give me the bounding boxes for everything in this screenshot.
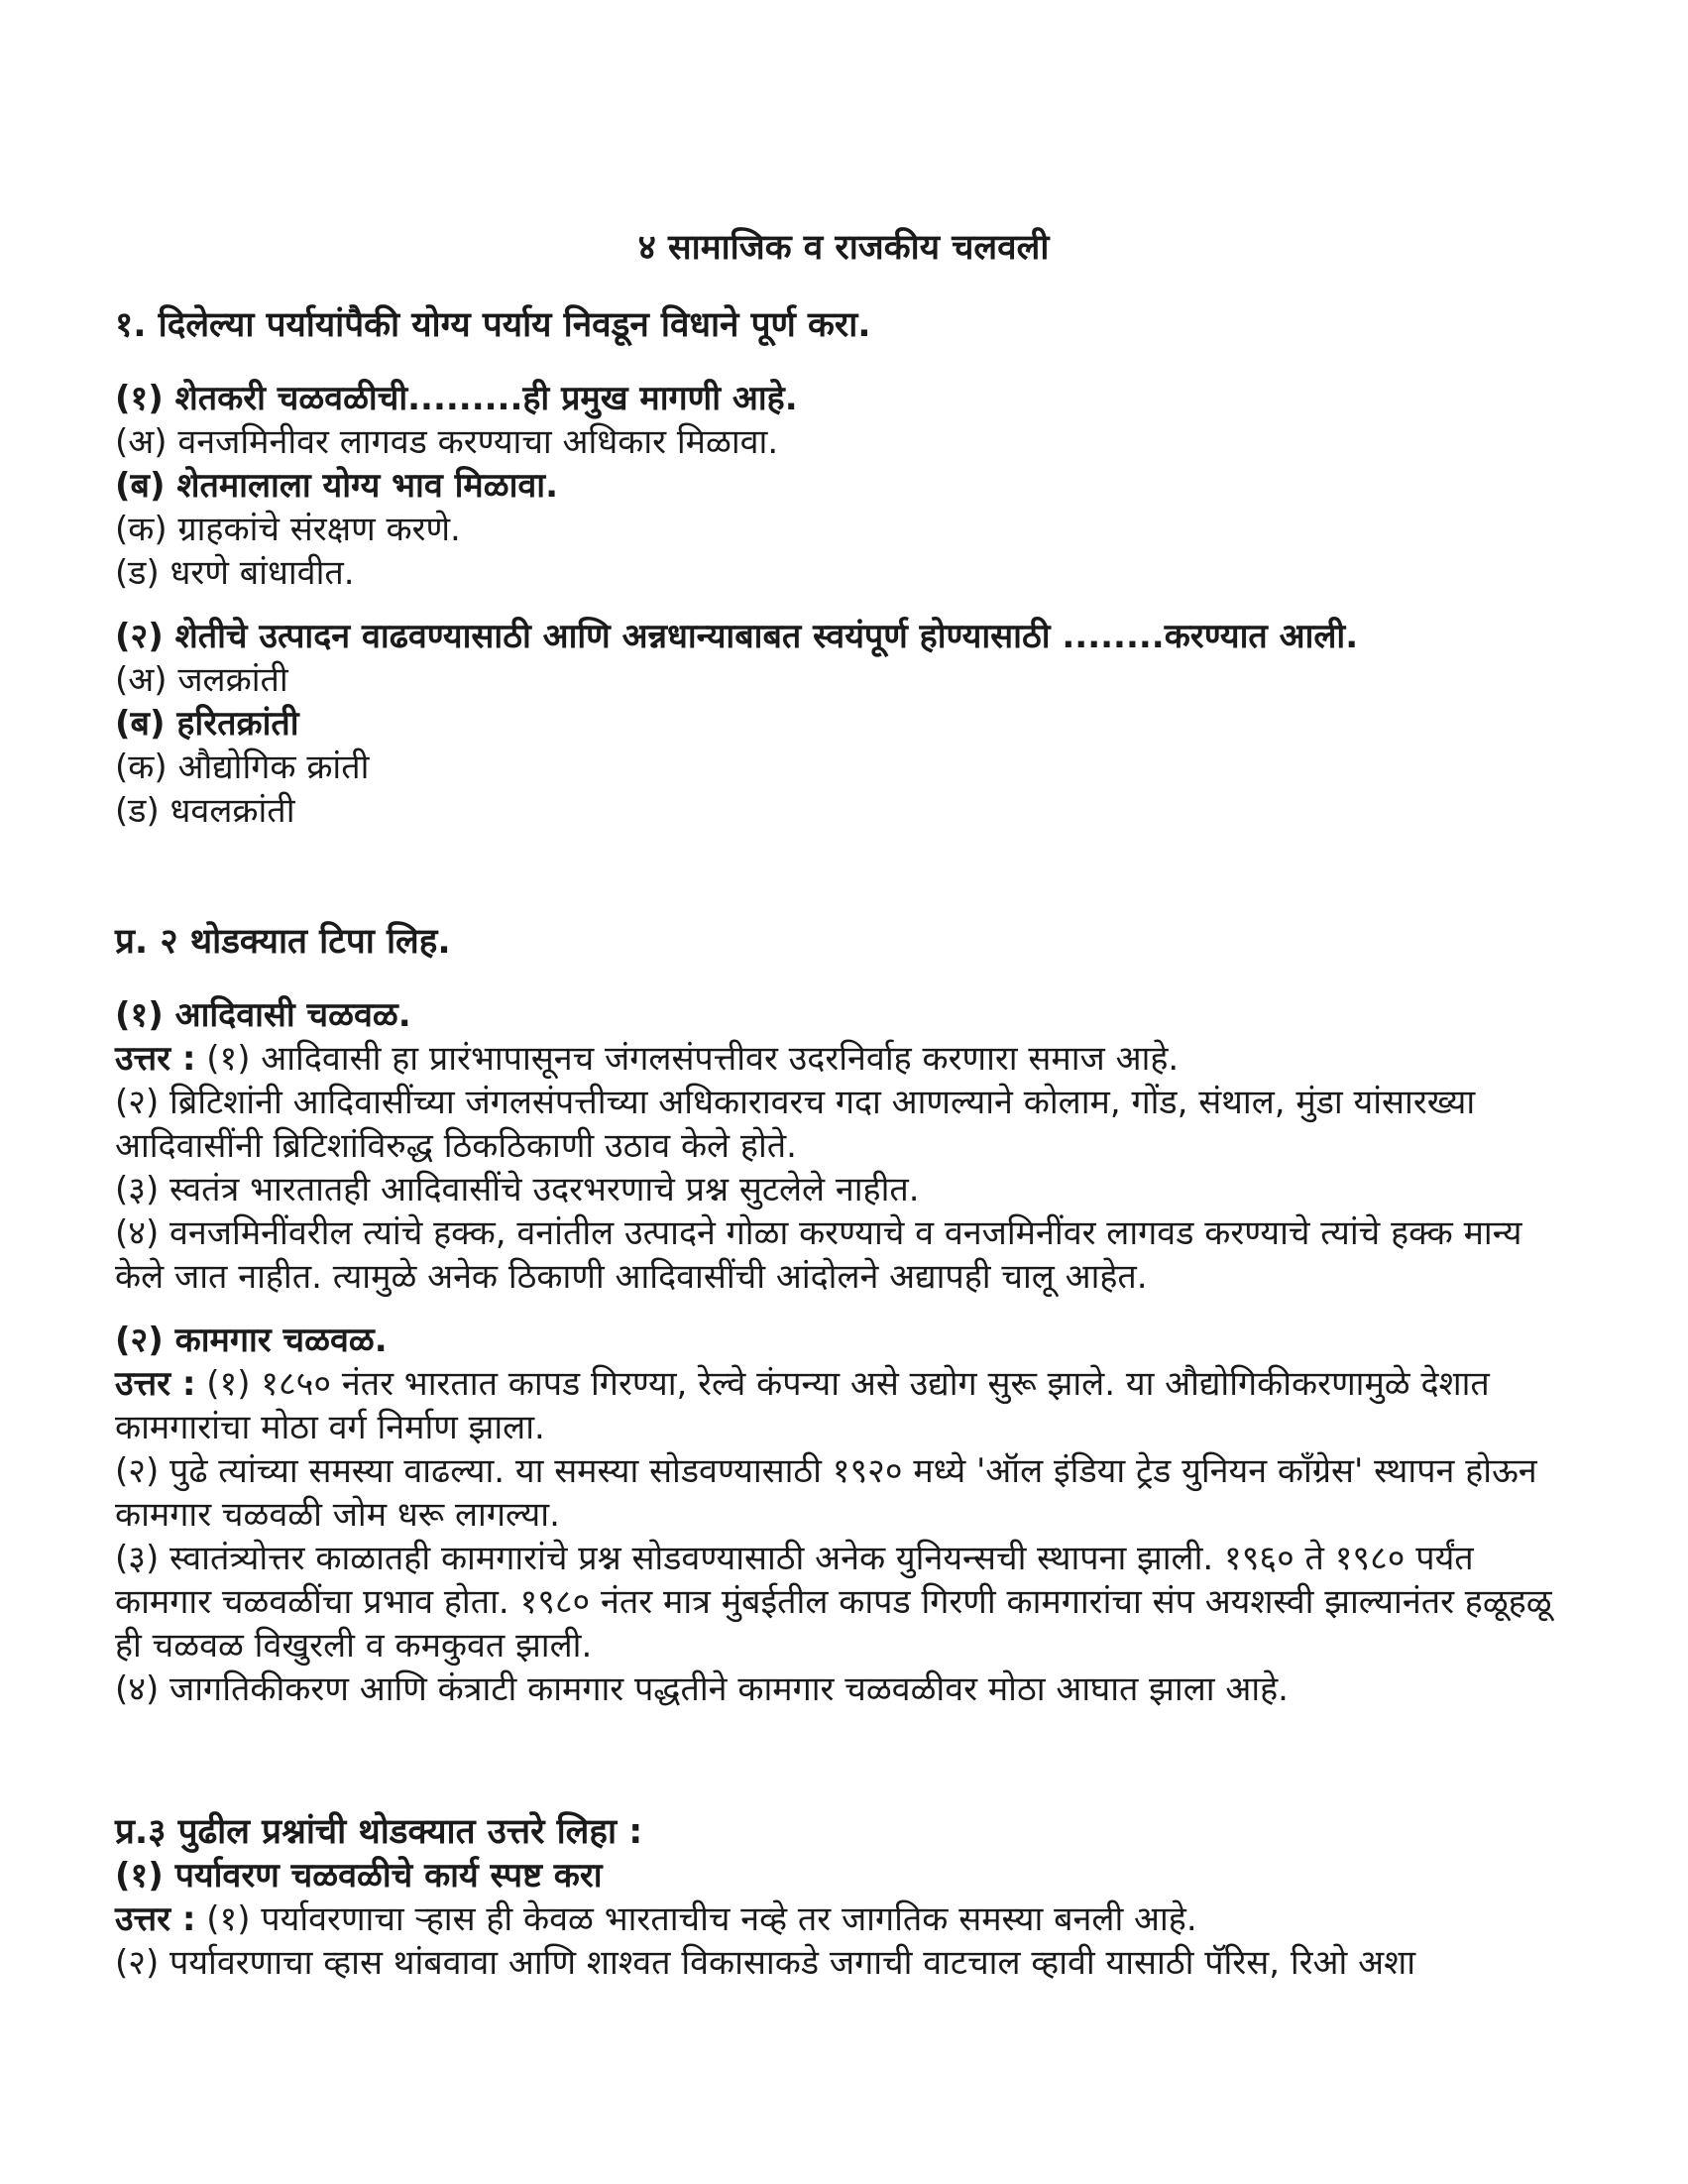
question-text: (१) शेतकरी चळवळीची.........ही प्रमुख मागणी आहे. <box>115 379 798 418</box>
answer-point-1: उत्तर : (१) १८५० नंतर भारतात कापड गिरण्या, रेल्वे कंपन्या असे उद्योग सुरू झाले. या औद्योगिकीकरणामुळे देशात कामगारांचा मोठा वर्ग निर्माण झाला. <box>115 1364 1490 1447</box>
note-adivasi <box>115 993 1572 1299</box>
answer-point-3: (३) स्वातंत्र्योत्तर काळातही कामगारांचे प्रश्न सोडवण्यासाठी अनेक युनियन्सची स्थापना झाली. १९६० ते १९८० पर्यंत कामगार चळवळींचा प्रभाव होता. १९८० नंतर मात्र मुंबईतील कापड गिरणी कामगारांचा संप अयशस्वी झाल्यानंतर हळूहळू ही चळवळ विखुरली व कमकुवत झाली. <box>115 1539 1552 1666</box>
question-title: (१) पर्यावरण चळवळीचे कार्य स्पष्ट करा <box>115 1856 603 1896</box>
option-b-correct: (ब) शेतमालाला योग्य भाव मिळावा. <box>115 466 559 506</box>
mcq-question-1 <box>115 377 1572 595</box>
option-c: (क) ग्राहकांचे संरक्षण करणे. <box>115 510 461 549</box>
option-a: (अ) जलक्रांती <box>115 660 288 700</box>
answer-label: उत्तर : <box>115 1364 196 1404</box>
note-title: (२) कामगार चळवळ. <box>115 1321 388 1360</box>
note-title: (१) आदिवासी चळवळ. <box>115 995 411 1035</box>
section-2-heading: प्र. २ थोडक्यात टिपा लिह. <box>115 922 451 962</box>
answer-label: उत्तर : <box>115 1039 196 1079</box>
option-d: (ड) धरणे बांधावीत. <box>115 553 355 593</box>
section-1-heading: १. दिलेल्या पर्यायांपैकी योग्य पर्याय निवडून विधाने पूर्ण करा. <box>115 305 871 345</box>
answer-point-4: (४) जागतिकीकरण आणि कंत्राटी कामगार पद्धतीने कामगार चळवळीवर मोठा आघात झाला आहे. <box>115 1669 1289 1709</box>
answer-point-2: (२) पर्यावरणाचा व्हास थांबवावा आणि शाश्वत विकासाकडे जगाची वाटचाल व्हावी यासाठी पॅरिस, रिओ अशा <box>115 1943 1416 1983</box>
document-page <box>115 226 1572 1985</box>
answer-point-2: (२) पुढे त्यांच्या समस्या वाढल्या. या समस्या सोडवण्यासाठी १९२० मध्ये 'ऑल इंडिया ट्रेड युनियन काँग्रेस' स्थापन होऊन कामगार चळवळी जोम धरू लागल्या. <box>115 1451 1537 1535</box>
answer-point-1: उत्तर : (१) आदिवासी हा प्रारंभापासूनच जंगलसंपत्तीवर उदरनिर्वाह करणारा समाज आहे. <box>115 1039 1180 1079</box>
question-text: (२) शेतीचे उत्पादन वाढवण्यासाठी आणि अन्नधान्याबाबत स्वयंपूर्ण होण्यासाठी ........करण्यात आली. <box>115 617 1359 656</box>
section-3-heading: प्र.३ पुढील प्रश्नांची थोडक्यात उत्तरे लिहा : <box>115 1812 643 1852</box>
note-kamgar <box>115 1319 1572 1711</box>
option-b-correct: (ब) हरितक्रांती <box>115 704 299 744</box>
mcq-question-2 <box>115 615 1572 833</box>
answer-label: उत्तर : <box>115 1899 196 1939</box>
answer-point-1: उत्तर : (१) पर्यावरणाचा ऱ्हास ही केवळ भारताचीच नव्हे तर जागतिक समस्या बनली आहे. <box>115 1899 1197 1939</box>
answer-point-4: (४) वनजमिनींवरील त्यांचे हक्क, वनांतील उत्पादने गोळा करण्याचे व वनजमिनींवर लागवड करण्याचे त्यांचे हक्क मान्य केले जात नाहीत. त्यामुळे अनेक ठिकाणी आदिवासींची आंदोलने अद्यापही चालू आहेत. <box>115 1213 1522 1297</box>
chapter-title: ४ सामाजिक व राजकीय चलवली <box>637 228 1050 268</box>
option-a: (अ) वनजमिनीवर लागवड करण्याचा अधिकार मिळावा. <box>115 422 779 462</box>
option-d: (ड) धवलक्रांती <box>115 791 295 831</box>
answer-point-3: (३) स्वतंत्र भारतातही आदिवासींचे उदरभरणाचे प्रश्न सुटलेले नाहीत. <box>115 1170 920 1209</box>
option-c: (क) औद्योगिक क्रांती <box>115 747 370 787</box>
question-paryavaran <box>115 1854 1572 1985</box>
answer-point-2: (२) ब्रिटिशांनी आदिवासींच्या जंगलसंपत्तीच्या अधिकारावरच गदा आणल्याने कोलाम, गोंड, संथाल, मुंडा यांसारख्या आदिवासींनी ब्रिटिशांविरुद्ध ठिकठिकाणी उठाव केले होते. <box>115 1083 1476 1166</box>
